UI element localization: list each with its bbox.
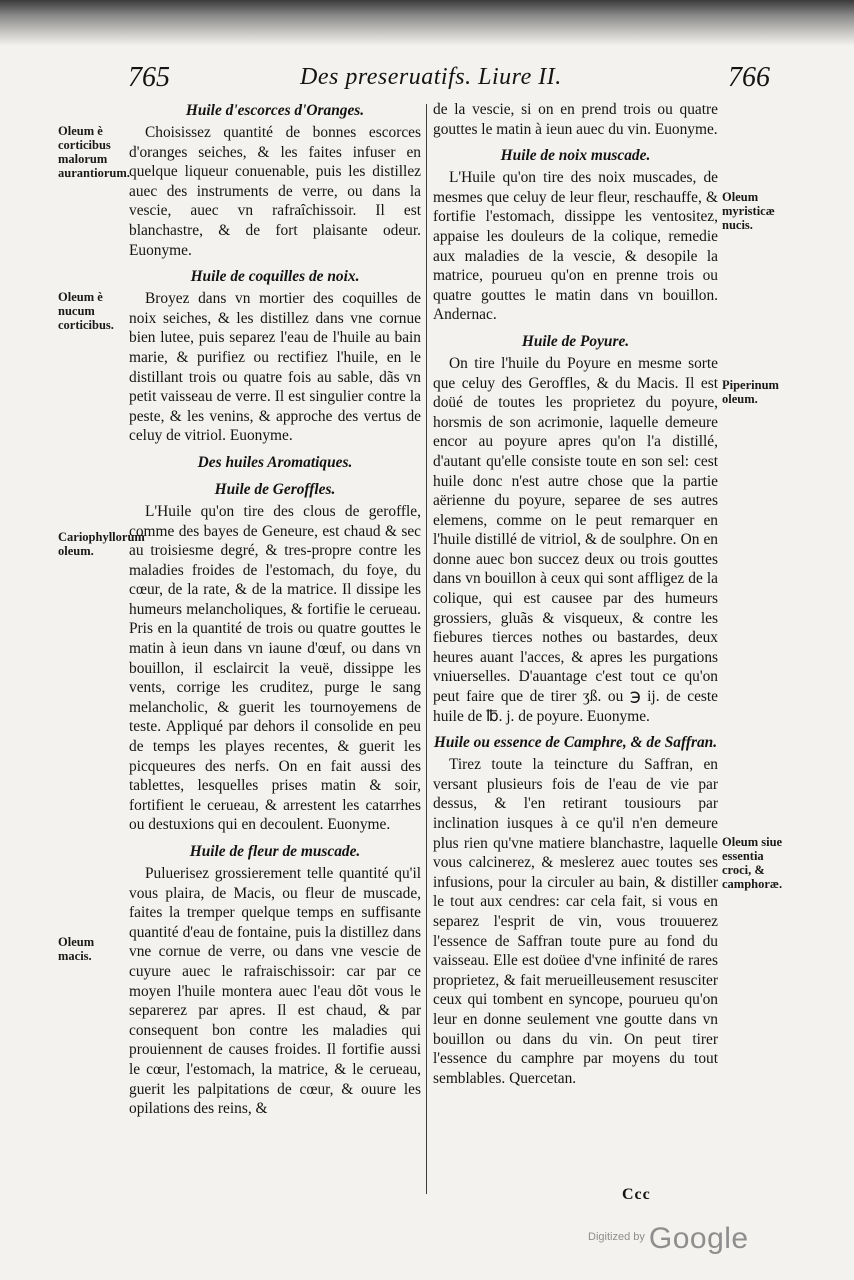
section-text: Choisissez quantité de bonnes escorces d'oranges seiches, & les faites infuser en quelque liqueur conuenable, puis les distillez auec des instruments de verre, ou dans la vescie, auec vn rafraîchissoir. Il est blanchastre, & de fort plaisante odeur. Euonyme. — [129, 124, 421, 259]
section-text: Broyez dans vn mortier des coquilles de noix seiches, & les distillez dans vne cornue bien lutee, puis separez l'eau de l'huile au bain marie, & purifiez ou rectifiez l'huile, en le distillant trois ou quatre fois au sable, dãs vn petit vaisseau de verre. Il est singulier contre la peste, & les venins, & approche des vertus de celuy de vitriol. Euonyme. — [129, 290, 421, 445]
chapter-heading: Des huiles Aromatiques. — [197, 453, 353, 471]
margin-note-camphre: Oleum siue essentia croci, & camphoræ. — [722, 835, 783, 891]
margin-note-poyure: Piperinum oleum. — [722, 378, 779, 406]
section-heading: Huile de coquilles de noix. — [190, 268, 360, 286]
running-head — [0, 62, 854, 102]
section-heading: Huile d'escorces d'Oranges. — [185, 102, 365, 119]
column-divider — [426, 104, 427, 1194]
section-geroffles — [129, 479, 421, 835]
section-text: On tire l'huile du Poyure en mesme sorte que celuy des Geroffles, & du Macis. Il est doüé de toutes les proprietez du poyure, horsmis de son acrimonie, laquelle demeure encor au poyure apres qu'on l'a distillé, d'autant qu'elle consiste toute en son sel: cest huile donc n'est autre chose que la partie aërienne du poyure, separee de ses autres elemens, comme on le peut remarquer en l'huile distillé de vitriol, & de soulphre. On en donne auec bon succez deux ou trois gouttes dans vn bouillon à ceux qui sont affligez de la colique, qui est causee par des humeurs grossiers, gluãs & visqueux, & contre les fiebures tierces nothes ou bastardes, deux heures auant l'acces, & apres les purgations vniuerselles. D'auantage c'est tout ce qu'on peut faire que de tirer ʒß. ou ℈ ij. de ceste huile de ℔. j. de poyure. Euonyme. — [433, 354, 718, 725]
section-heading: Huile de Poyure. — [521, 332, 630, 350]
section-coquilles — [129, 266, 421, 446]
right-column — [433, 100, 718, 1088]
section-aromatiques — [129, 452, 421, 473]
section-text: L'Huile qu'on tire des noix muscades, de mesmes que celuy de leur fleur, reschauffe, & fortifie l'estomach, dissippe les ventositez, appaise les douleurs de la colique, remedie aux maladies de la vescie, & desopile la matrice, pourueu qu'on en prenne trois ou quatre gouttes le matin dans vn bouillon. Andernac. — [433, 169, 718, 324]
margin-note-muscade: Oleum myristicæ nucis. — [722, 190, 775, 232]
section-heading: Huile ou essence de Camphre, & de Saffran. — [433, 734, 718, 752]
section-fleur-muscade — [129, 841, 421, 1119]
watermark-prefix: Digitized by — [588, 1231, 645, 1243]
section-text: Puluerisez grossierement telle quantité qu'il vous plaira, de Macis, ou fleur de muscade, faites la tremper quelque temps en suffisante quantité d'eau de fontaine, puis la distillez dans vne cornue de verre, ou dans vne vescie de cuyure auec le rafraischissoir: car par ce moyen l'huile montera auec l'eau dõt vous le separerez par apres. Il est chaud, & par consequent bon contre les maladies qui prouiennent de causes froides. Il fortifie aussi le cœur, l'estomach, la matrice, & le cerueau, guerit les palpitations de cœur, & ouure les opilations des reins, & — [129, 865, 421, 1118]
margin-note-macis: Oleum macis. — [58, 935, 95, 963]
digitized-watermark — [588, 1222, 749, 1256]
section-poyure — [433, 331, 718, 726]
section-oranges — [129, 100, 421, 260]
section-heading: Huile de fleur de muscade. — [189, 843, 361, 860]
watermark-brand: Google — [648, 1222, 749, 1255]
page-number-left: 765 — [128, 62, 170, 93]
margin-note-noix: Oleum è nucum corticibus. — [58, 290, 114, 332]
signature-mark: Ccc — [622, 1186, 651, 1203]
scan-border — [0, 0, 854, 46]
section-noix-muscade — [433, 145, 718, 325]
section-continuation — [433, 100, 718, 139]
section-camphre — [433, 732, 718, 1088]
margin-note-geroffles: Cariophyllorum oleum. — [58, 530, 145, 558]
section-text: Tirez toute la teincture du Saffran, en versant plusieurs fois de l'eau de vie par dessus, & l'en retirant tousiours par inclination iusques à ce qu'il n'en demeure plus rien qu'vne matiere blanchastre, laquelle vous calcinerez, & meslerez auec toutes ses infusions, pour la circuler au bain, & distiller le tout aux cendres: car cela fait, si vous en separez l'esprit de vin, vous trouuerez l'essence de Saffran toute pure au fond du vaisseau. Elle est doüee d'vne infinité de rares proprietez, & fait merueilleusement resusciter ceux qui tombent en syncope, pourueu qu'on leur en donne seulement vne goutte dans vn bouillon ou dans du vin. On peut tirer l'essence du camphre par moyens du tout semblables. Quercetan. — [433, 756, 718, 1087]
margin-note-oranges: Oleum è corticibus malorum aurantiorum. — [58, 124, 130, 180]
page-number-right: 766 — [728, 62, 770, 93]
running-title: Des preseruatifs. Liure II. — [300, 64, 562, 90]
section-text: de la vescie, si on en prend trois ou quatre gouttes le matin à ieun auec du vin. Euonyme. — [433, 101, 718, 138]
section-heading: Huile de Geroffles. — [214, 480, 336, 498]
section-text: L'Huile qu'on tire des clous de geroffle, comme des bayes de Geneure, est chaud & sec au troisiesme degré, & tres-propre contre les maladies froides de l'estomach, du foye, du cœur, de la rate, & de la matrice. Il dissipe les humeurs melancholiques, & fortifie le cerueau. Pris en la quantité de trois ou quatre gouttes le matin à ieun dans vn iaune d'œuf, ou dans vn bouillon, il esclaircit la veuë, dissippe les vents, corrige les cruditez, purge le sang melancholic, & guerit les tournoyemens de teste. Appliqué par dehors il consolide en peu de temps les playes recentes, & guerit les picqueures des nerfs. On en fait aussi des tablettes, lesquelles prises matin & soir, fortifient le cerueau, & arrestent les catarrhes ou destuxions qui en decoulent. Euonyme. — [129, 502, 421, 834]
left-column — [129, 100, 421, 1119]
section-heading: Huile de noix muscade. — [500, 147, 651, 165]
